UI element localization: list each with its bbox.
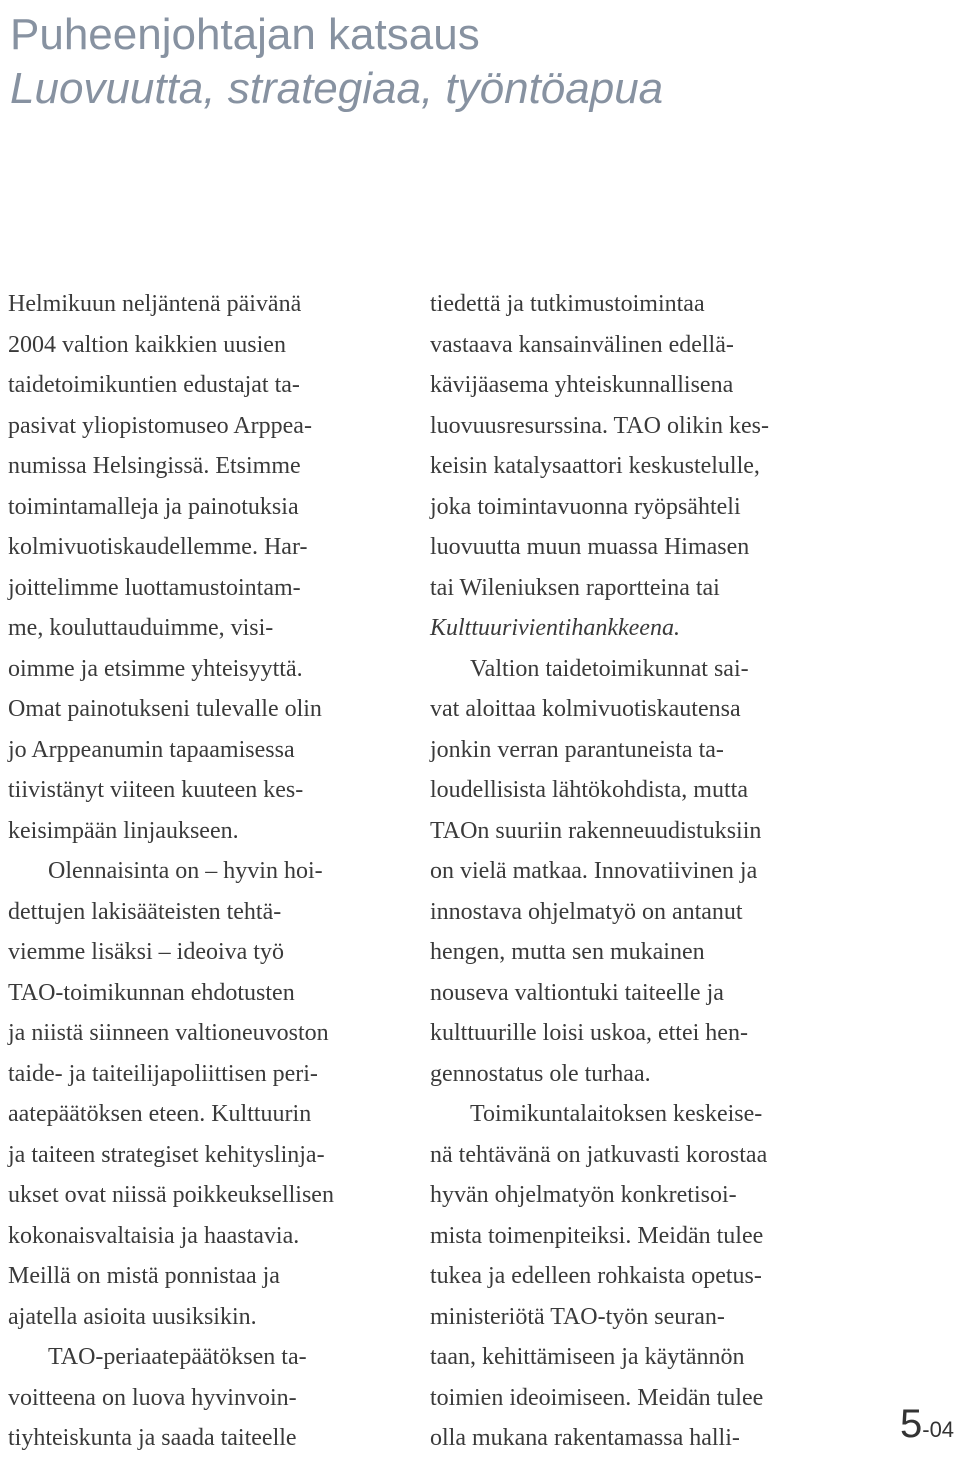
paragraph xyxy=(430,284,828,649)
paragraph: Valtion taidetoimikunnat sai- vat aloittaa kolmivuotiskautensa jonkin verran parantuneista ta- loudellisista lähtökohdista, mutta TAOn suuriin rakenneuudistuksiin on vielä matkaa. Innovatiivinen ja innostava ohjelmatyö on antanut hengen, mutta sen mukainen nouseva valtiontuki taiteelle ja kulttuurille loisi uskoa, ettei hen- gennostatus ole turhaa. xyxy=(430,655,762,1087)
paragraph: TAO-periaatepäätöksen ta- voitteena on luova hyvinvoin- tiyhteiskunta ja saada taiteelle xyxy=(8,1344,307,1451)
right-text-column xyxy=(430,284,828,1459)
paragraph-text: tiedettä ja tutkimustoimintaa vastaava kansainvälinen edellä- kävijäasema yhteiskunnallisena luovuusresurssina. TAO olikin kes- keisin katalysaattori keskustelulle, joka toimintavuonna ryöpsähteli luovuutta muun muassa Himasen tai Wileniuksen raportteina tai xyxy=(430,291,769,601)
italic-project-name: Kulttuurivientihankkeena. xyxy=(430,615,680,641)
page-title: Puheenjohtajan katsaus xyxy=(10,10,480,59)
page-heading xyxy=(10,8,663,116)
page-number-suffix: -04 xyxy=(922,1417,955,1442)
page-subtitle: Luovuutta, strategiaa, työntöapua xyxy=(10,64,664,113)
paragraph: Olennaisinta on – hyvin hoi- dettujen lakisääteisten tehtä- viemme lisäksi – ideoiva työ TAO-toimikunnan ehdotusten ja niistä siinneen valtioneuvoston taide- ja taiteilijapoliittisen peri- aatepäätöksen eteen. Kulttuurin ja taiteen strategiset kehityslinja- ukset ovat niissä poikkeuksellisen kokonaisvaltaisia ja haastavia. Meillä on mistä ponnistaa ja ajatella asioita uusiksikin. xyxy=(8,858,334,1330)
paragraph: Helmikuun neljäntenä päivänä 2004 valtion kaikkien uusien taidetoimikuntien edustajat ta- pasivat yliopistomuseo Arppea- numissa Helsingissä. Etsimme toimintamalleja ja painotuksia kolmivuotiskaudellemme. Har- joittelimme luottamustointam- me, kouluttauduimme, visi- oimme ja etsimme yhteisyyttä. Omat painotukseni tulevalle olin jo Arppeanumin tapaamisessa tiivistänyt viiteen kuuteen kes- keisimpään linjaukseen. xyxy=(8,291,322,844)
left-text-column xyxy=(8,284,394,1459)
page-number xyxy=(900,1402,954,1452)
paragraph: Toimikuntalaitoksen keskeise- nä tehtävänä on jatkuvasti korostaa hyvän ohjelmatyön konkretisoi- mista toimenpiteiksi. Meidän tulee tukea ja edelleen rohkaista opetus- ministeriötä TAO-työn seuran- taan, kehittämiseen ja käytännön toimien ideoimiseen. Meidän tulee olla mukana rakentamassa halli- xyxy=(430,1101,768,1451)
page-number-digit: 5 xyxy=(900,1402,923,1446)
